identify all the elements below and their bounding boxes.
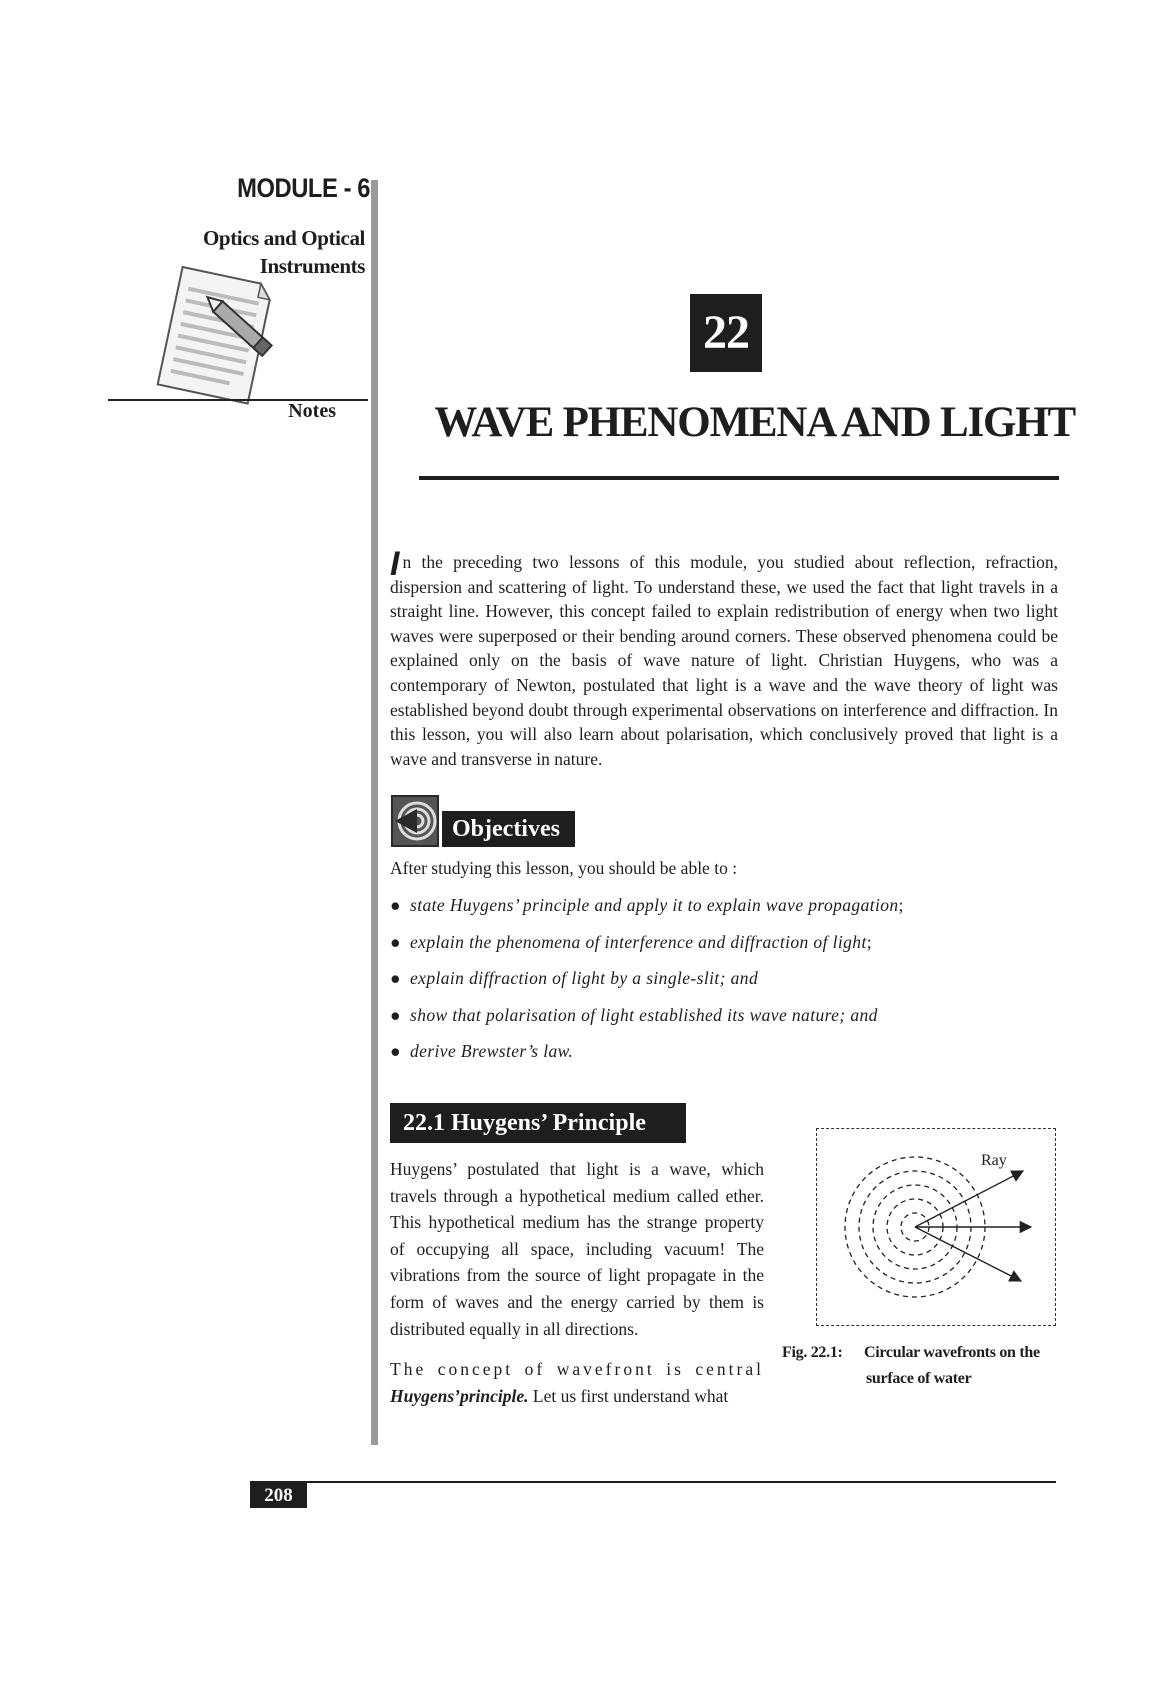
para2-spaced-text: The concept of wavefront is central bbox=[390, 1359, 764, 1379]
drop-cap: I bbox=[390, 545, 400, 583]
objectives-lead: After studying this lesson, you should be able to : bbox=[390, 858, 738, 878]
intro-paragraph bbox=[390, 545, 1058, 771]
section-heading: 22.1 Huygens’ Principle bbox=[390, 1103, 686, 1143]
chapter-number: 22 bbox=[690, 294, 762, 372]
notes-label: Notes bbox=[288, 400, 336, 422]
caption-line-2: surface of water bbox=[866, 1370, 972, 1387]
section-paragraph-1: Huygens’ postulated that light is a wave, which travels through a hypothetical medium called ether. This hypothetical medium has the strange property of occupying all space, including vacuum! The vibrations from the source of light propagate in the form of waves and the energy carried by them is distributed equally in all directions. bbox=[390, 1159, 764, 1339]
objectives-spiral-icon bbox=[391, 795, 439, 847]
figure-number: Fig. 22.1: bbox=[782, 1344, 843, 1361]
figure-caption bbox=[782, 1340, 1067, 1392]
module-subtitle-line2: Instruments bbox=[259, 254, 365, 278]
ray-arrow bbox=[915, 1171, 1023, 1227]
objectives-heading: Objectives bbox=[442, 811, 575, 847]
list-item: ● state Huygens’ principle and apply it to explain wave propagation; bbox=[390, 895, 904, 915]
intro-text: n the preceding two lessons of this module, you studied about reflection, refraction, dispersion and scattering of light. To understand these, we used the fact that light travels in a straight line. However, this concept failed to explain redistribution of energy when two light waves were superposed or their bending around corners. These observed phenomena could be explained only on the basis of wave nature of light. Christian Huygens, who was a contemporary of Newton, postulated that light is a wave and the wave theory of light was established beyond doubt through experimental observations on interference and diffraction. In this lesson, you will also learn about polarisation, which conclusively proved that light is a wave and transverse in nature. bbox=[390, 552, 1058, 769]
list-item: ● derive Brewster’s law. bbox=[390, 1041, 574, 1062]
title-rule bbox=[419, 476, 1059, 480]
para2-bold-term: Huygens’principle. bbox=[390, 1385, 529, 1406]
figure-wavefronts bbox=[816, 1128, 1056, 1326]
module-label: MODULE - 6 bbox=[237, 173, 370, 203]
footer-rule bbox=[250, 1481, 1056, 1483]
list-item: ● explain the phenomena of interference and diffraction of light; bbox=[390, 931, 872, 952]
caption-line-1: Circular wavefronts on the bbox=[864, 1344, 1040, 1361]
section-paragraph-2 bbox=[390, 1356, 764, 1409]
notes-paper-pencil-icon bbox=[138, 266, 298, 416]
chapter-title: WAVE PHENOMENA AND LIGHT bbox=[434, 399, 1075, 446]
margin-divider bbox=[371, 180, 378, 1445]
list-item: ● show that polarisation of light established its wave nature; and bbox=[390, 1004, 878, 1025]
ray-label: Ray bbox=[981, 1152, 1007, 1169]
list-item: ● explain diffraction of light by a single-slit; and bbox=[390, 968, 759, 989]
wavefront-diagram bbox=[817, 1129, 1057, 1327]
page-number: 208 bbox=[250, 1482, 307, 1508]
para2-rest: Let us first understand what bbox=[528, 1385, 729, 1406]
module-subtitle-line1: Optics and Optical bbox=[203, 226, 365, 250]
objectives-list bbox=[390, 895, 1070, 1078]
